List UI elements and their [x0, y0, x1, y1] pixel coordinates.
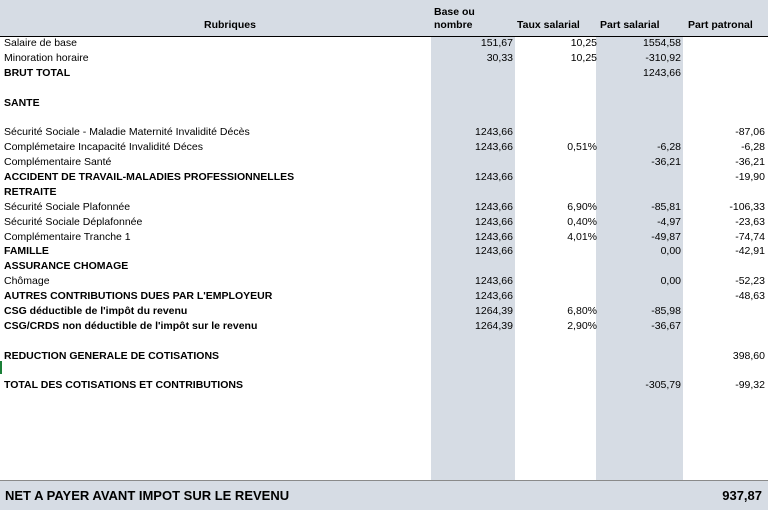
part-patronal-cell: -36,21 [735, 156, 765, 169]
table-row [0, 289, 768, 304]
taux-cell: 0,40% [567, 215, 597, 228]
part-patronal-cell: -42,91 [735, 245, 765, 258]
part-patronal-cell: -99,32 [735, 379, 765, 392]
part-salarial-cell: 1243,66 [643, 66, 681, 79]
part-salarial-cell: 1554,58 [643, 37, 681, 49]
table-row [0, 334, 768, 349]
row-label: Complémentaire Santé [4, 156, 112, 169]
part-patronal-cell: -87,06 [735, 126, 765, 139]
table-row [0, 319, 768, 334]
part-salarial-cell: -305,79 [645, 379, 681, 392]
part-salarial-cell: -36,67 [651, 319, 681, 332]
part-patronal-cell: -19,90 [735, 171, 765, 184]
part-patronal-cell: -23,63 [735, 215, 765, 228]
net-total-label: NET A PAYER AVANT IMPOT SUR LE REVENU [5, 488, 290, 503]
base-cell: 30,33 [486, 51, 513, 64]
table-row [0, 66, 768, 81]
row-label: Minoration horaire [4, 51, 89, 64]
taux-cell: 4,01% [567, 230, 597, 243]
row-label: RETRAITE [4, 185, 57, 198]
header-rubriques: Rubriques [204, 19, 256, 31]
part-patronal-cell: -106,33 [729, 200, 765, 213]
header-part-salarial: Part salarial [600, 19, 660, 31]
net-total-bar [0, 480, 768, 510]
table-row [0, 230, 768, 245]
table-row [0, 378, 768, 393]
taux-cell: 6,80% [567, 305, 597, 318]
base-cell: 1264,39 [475, 305, 513, 318]
table-row [0, 259, 768, 274]
table-header [0, 0, 768, 37]
row-label: ASSURANCE CHOMAGE [4, 260, 129, 273]
table-row [0, 36, 768, 51]
table-row [0, 215, 768, 230]
row-label: ACCIDENT DE TRAVAIL-MALADIES PROFESSIONNELLES [4, 171, 295, 184]
row-label: Complémentaire Tranche 1 [4, 230, 131, 243]
table-row [0, 125, 768, 140]
part-salarial-cell: -6,28 [657, 141, 681, 154]
header-part-patronal: Part patronal [688, 19, 753, 31]
table-row [0, 274, 768, 289]
row-label: TOTAL DES COTISATIONS ET CONTRIBUTIONS [4, 379, 243, 392]
row-label: SANTE [4, 96, 40, 109]
part-salarial-cell: -310,92 [645, 51, 681, 64]
part-salarial-cell: -85,98 [651, 305, 681, 318]
table-row [0, 140, 768, 155]
cell-cursor[interactable] [0, 361, 2, 374]
row-label: BRUT TOTAL [4, 66, 71, 79]
header-base-line2: nombre [434, 19, 473, 31]
table-row [0, 81, 768, 96]
base-cell: 1243,66 [475, 215, 513, 228]
header-base-line1: Base ou [434, 6, 475, 18]
row-label: Sécurité Sociale Déplafonnée [4, 215, 143, 228]
table-row [0, 51, 768, 66]
header-taux: Taux salarial [517, 19, 580, 31]
row-label: Sécurité Sociale - Maladie Maternité Invalidité Décès [4, 126, 250, 139]
table-row [0, 170, 768, 185]
row-label: Complémetaire Incapacité Invalidité Déces [4, 141, 204, 154]
part-patronal-cell: -48,63 [735, 290, 765, 303]
base-cell: 1243,66 [475, 141, 513, 154]
row-label: REDUCTION GENERALE DE COTISATIONS [4, 349, 220, 362]
row-label: CSG/CRDS non déductible de l'impôt sur le revenu [4, 319, 258, 332]
taux-cell: 0,51% [567, 141, 597, 154]
part-salarial-cell: -85,81 [651, 200, 681, 213]
base-cell: 1264,39 [475, 319, 513, 332]
row-label: Salaire de base [4, 37, 77, 49]
part-salarial-cell: 0,00 [660, 275, 681, 288]
table-row [0, 200, 768, 215]
base-cell: 1243,66 [475, 275, 513, 288]
base-cell: 1243,66 [475, 290, 513, 303]
row-label: FAMILLE [4, 245, 49, 258]
part-salarial-cell: -36,21 [651, 156, 681, 169]
taux-cell: 10,25 [570, 51, 597, 64]
taux-cell: 10,25 [570, 37, 597, 49]
base-cell: 1243,66 [475, 171, 513, 184]
taux-cell: 2,90% [567, 319, 597, 332]
table-row [0, 185, 768, 200]
base-cell: 1243,66 [475, 245, 513, 258]
table-row [0, 96, 768, 111]
net-total-value: 937,87 [722, 488, 762, 503]
taux-cell: 6,90% [567, 200, 597, 213]
table-row [0, 304, 768, 319]
part-patronal-cell: -52,23 [735, 275, 765, 288]
base-cell: 1243,66 [475, 126, 513, 139]
table-row [0, 110, 768, 125]
part-patronal-cell: -74,74 [735, 230, 765, 243]
part-salarial-cell: -49,87 [651, 230, 681, 243]
table-row [0, 244, 768, 259]
part-patronal-cell: -6,28 [741, 141, 765, 154]
table-row [0, 349, 768, 364]
part-patronal-cell: 398,60 [732, 349, 765, 362]
table-row [0, 364, 768, 379]
row-label: Chômage [4, 275, 50, 288]
base-cell: 151,67 [480, 37, 513, 49]
table-row [0, 155, 768, 170]
row-label: CSG déductible de l'impôt du revenu [4, 305, 188, 318]
part-salarial-cell: -4,97 [657, 215, 681, 228]
base-cell: 1243,66 [475, 200, 513, 213]
table-body [0, 36, 768, 393]
base-cell: 1243,66 [475, 230, 513, 243]
row-label: Sécurité Sociale Plafonnée [4, 200, 131, 213]
row-label: AUTRES CONTRIBUTIONS DUES PAR L'EMPLOYEUR [4, 290, 273, 303]
part-salarial-cell: 0,00 [660, 245, 681, 258]
